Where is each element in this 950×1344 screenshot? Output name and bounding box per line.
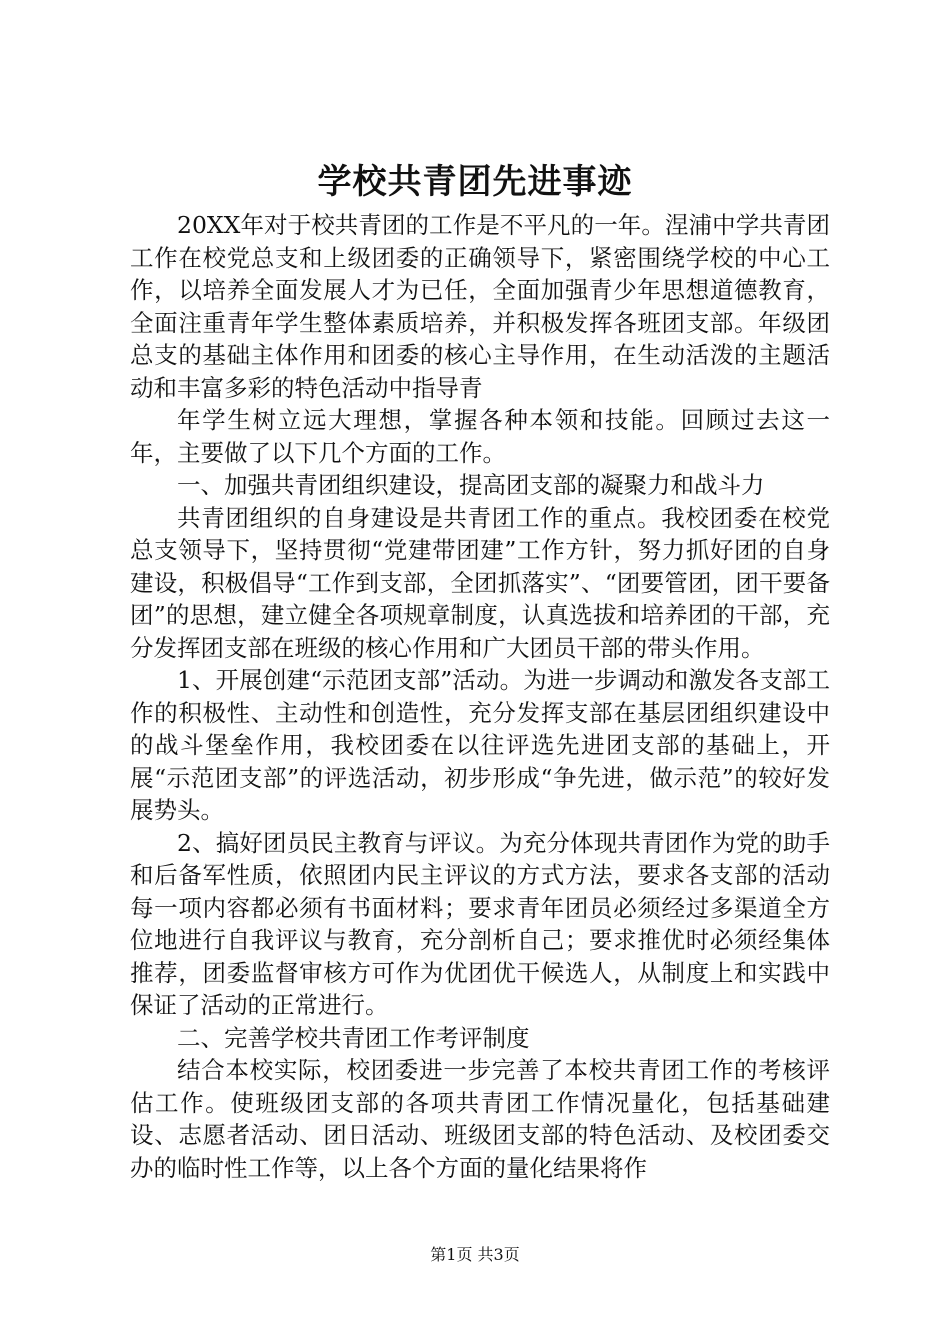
page-footer: 第1页 共3页 xyxy=(430,1245,520,1264)
paragraph-intro-continued: 年学生树立远大理想，掌握各种本领和技能。回顾过去这一年，主要做了以下几个方面的工作。 xyxy=(130,406,830,467)
paragraph-evaluation: 结合本校实际，校团委进一步完善了本校共青团工作的考核评估工作。使班级团支部的各项共青团工作情况量化，包括基础建设、志愿者活动、团日活动、班级团支部的特色活动、及校团委交办的临时性工作等，以上各个方面的量化结果将作 xyxy=(130,1056,830,1182)
paragraph-item-2: 2、搞好团员民主教育与评议。为充分体现共青团作为党的助手和后备军性质，依照团内民主评议的方式方法，要求各支部的活动每一项内容都必须有书面材料；要求青年团员必须经过多渠道全方位地进行自我评议与教育，充分剖析自己；要求推优时必须经集体推荐，团委监督审核方可作为优团优干候选人，从制度上和实践中保证了活动的正常进行。 xyxy=(130,828,830,1019)
paragraph-organization: 共青团组织的自身建设是共青团工作的重点。我校团委在校党总支领导下，坚持贯彻“党建带团建”工作方针，努力抓好团的自身建设，积极倡导“工作到支部，全团抓落实”、“团要管团，团干要备团”的思想，建立健全各项规章制度，认真选拔和培养团的干部，充分发挥团支部在班级的核心作用和广大团员干部的带头作用。 xyxy=(130,503,830,662)
section-heading-1: 一、加强共青团组织建设，提高团支部的凝聚力和战斗力 xyxy=(177,471,765,499)
document-title: 学校共青团先进事迹 xyxy=(317,162,633,202)
document-body xyxy=(130,209,830,1184)
section-heading-2: 二、完善学校共青团工作考评制度 xyxy=(177,1023,530,1052)
paragraph-intro: 20XX年对于校共青团的工作是不平凡的一年。涅浦中学共青团工作在校党总支和上级团委的正确领导下，紧密围绕学校的中心工作，以培养全面发展人才为已任，全面加强青少年思想道德教育，全面注重青年学生整体素质培养，并积极发挥各班团支部。年级团总支的基础主体作用和团委的核心主导作用，在生动活泼的主题活动和丰富多彩的特色活动中指导青 xyxy=(130,211,830,402)
paragraph-item-1: 1、开展创建“示范团支部”活动。为进一步调动和激发各支部工作的积极性、主动性和创造性，充分发挥支部在基层团组织建设中的战斗堡垒作用，我校团委在以往评选先进团支部的基础上，开展“示范团支部”的评选活动，初步形成“争先进，做示范”的较好发展势头。 xyxy=(130,666,830,824)
